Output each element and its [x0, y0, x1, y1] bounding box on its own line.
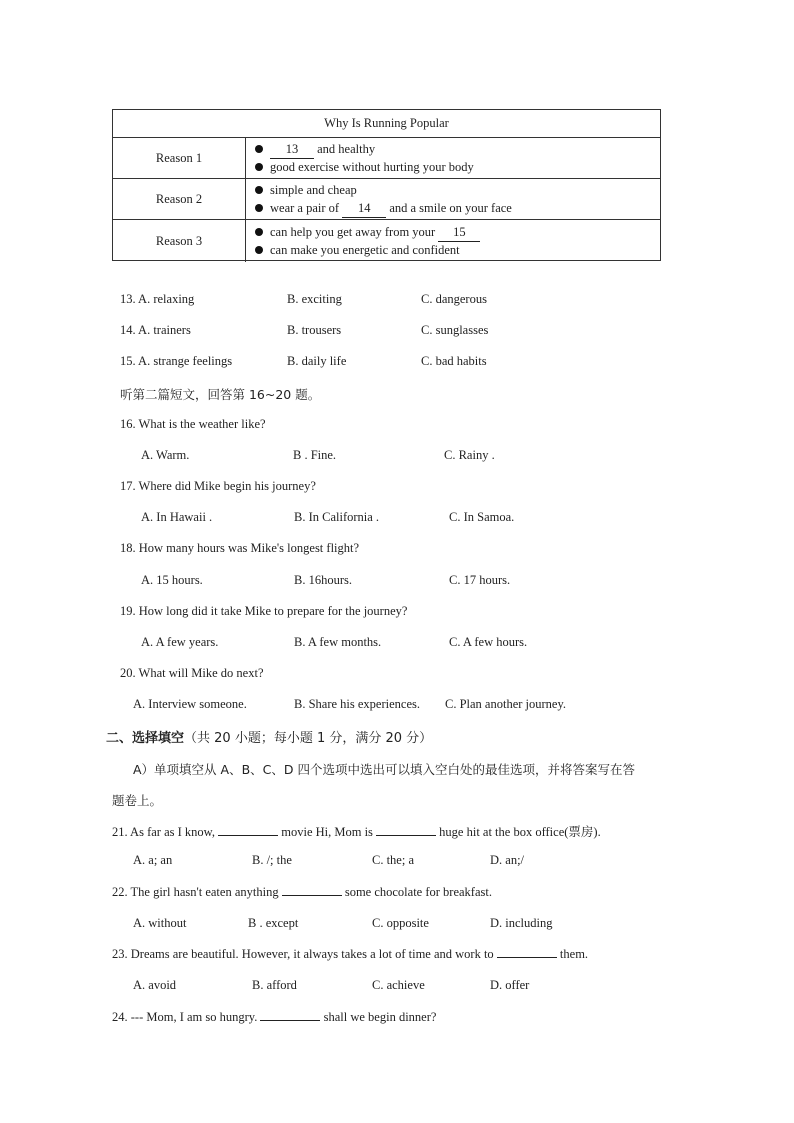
q24-blank: [260, 1020, 320, 1021]
bullet-text: can make you energetic and confident: [270, 243, 460, 257]
bullet-dot-icon: [255, 186, 263, 194]
row-bullets: [246, 179, 512, 219]
q16-option-a: A. Warm.: [141, 448, 190, 462]
q17-option-a: A. In Hawaii .: [141, 510, 213, 524]
q15-option-c: C. bad habits: [421, 354, 487, 368]
bullet-item: [255, 158, 474, 176]
q24-stem-part: 24. --- Mom, I am so hungry.: [112, 1010, 258, 1024]
q18-option-b: B. 16hours.: [294, 573, 352, 587]
q13-option-c: C. dangerous: [421, 292, 487, 306]
q21-option-d: D. an;/: [490, 853, 525, 867]
q15-option-b: B. daily life: [287, 354, 347, 368]
bullet-dot-icon: [255, 163, 263, 171]
q22-option-a: A. without: [133, 916, 187, 930]
table-title: Why Is Running Popular: [113, 110, 660, 138]
row-label: Reason 3: [113, 220, 246, 262]
q23-stem-part: 23. Dreams are beautiful. However, it always takes a lot of time and work to: [112, 947, 494, 961]
q14-option-a: 14. A. trainers: [120, 323, 191, 337]
q22-option-b: B . except: [248, 916, 299, 930]
table-row: [113, 138, 660, 179]
q17-option-c: C. In Samoa.: [449, 510, 515, 524]
blank-15: 15: [438, 223, 480, 242]
q24-stem-part: shall we begin dinner?: [323, 1010, 437, 1024]
bullet-text: can help you get away from your: [270, 225, 436, 239]
q13-option-a: 13. A. relaxing: [120, 292, 195, 306]
q21-stem-part: 21. As far as I know,: [112, 825, 215, 839]
q21-stem-part: huge hit at the box office(票房).: [439, 825, 601, 839]
q22-stem-part: 22. The girl hasn't eaten anything: [112, 885, 279, 899]
q21-blank: [376, 835, 436, 836]
row-label: Reason 2: [113, 179, 246, 219]
q21-blank: [218, 835, 278, 836]
bullet-text: and a smile on your face: [389, 201, 512, 215]
q16-stem: 16. What is the weather like?: [120, 417, 266, 431]
q18-stem: 18. How many hours was Mike's longest flight?: [120, 541, 360, 555]
q21-stem: [112, 822, 601, 840]
row-bullets: [246, 138, 474, 178]
bullet-dot-icon: [255, 145, 263, 153]
table-row: [113, 220, 660, 262]
q21-option-b: B. /; the: [252, 853, 292, 867]
q21-option-a: A. a; an: [133, 853, 173, 867]
q22-stem-part: some chocolate for breakfast.: [344, 885, 492, 899]
q21-option-c: C. the; a: [372, 853, 415, 867]
q22-option-d: D. including: [490, 916, 553, 930]
q20-stem: 20. What will Mike do next?: [120, 666, 264, 680]
q19-option-c: C. A few hours.: [449, 635, 528, 649]
q20-option-b: B. Share his experiences.: [294, 697, 421, 711]
blank-13: 13: [270, 140, 314, 159]
q22-blank: [282, 895, 342, 896]
q23-option-d: D. offer: [490, 978, 530, 992]
bullet-dot-icon: [255, 228, 263, 236]
table-row: [113, 179, 660, 220]
q14-option-c: C. sunglasses: [421, 323, 489, 337]
bullet-item: [255, 199, 512, 217]
q22-option-c: C. opposite: [372, 916, 429, 930]
bullet-item: [255, 223, 480, 241]
q15-option-a: 15. A. strange feelings: [120, 354, 233, 368]
section2-instruction-line2: 题卷上。: [112, 793, 163, 808]
q18-option-a: A. 15 hours.: [141, 573, 203, 587]
section2-heading: [106, 727, 432, 746]
bullet-item: [255, 140, 474, 158]
q23-option-b: B. afford: [252, 978, 297, 992]
section2-title: 二、选择填空: [106, 731, 185, 746]
q20-option-c: C. Plan another journey.: [445, 697, 567, 711]
bullet-text: and healthy: [317, 142, 376, 156]
q19-option-a: A. A few years.: [141, 635, 219, 649]
q19-stem: 19. How long did it take Mike to prepare for the journey?: [120, 604, 408, 618]
q23-option-a: A. avoid: [133, 978, 177, 992]
q18-option-c: C. 17 hours.: [449, 573, 511, 587]
q17-stem: 17. Where did Mike begin his journey?: [120, 479, 316, 493]
section2-instruction-line1: A）单项填空从 A、B、C、D 四个选项中选出可以填入空白处的最佳选项，并将答案写在答: [133, 762, 635, 777]
q17-option-b: B. In California .: [294, 510, 380, 524]
bullet-text: simple and cheap: [270, 183, 357, 197]
row-label: Reason 1: [113, 138, 246, 178]
q16-option-c: C. Rainy .: [444, 448, 495, 462]
q21-stem-part: movie Hi, Mom is: [281, 825, 373, 839]
q23-stem: [112, 947, 588, 962]
reasons-table: [112, 109, 661, 261]
q14-option-b: B. trousers: [287, 323, 342, 337]
q23-blank: [497, 957, 557, 958]
bullet-dot-icon: [255, 204, 263, 212]
bullet-text: wear a pair of: [270, 201, 340, 215]
passage2-instruction: 听第二篇短文，回答第 16~20 题。: [120, 387, 321, 402]
q22-stem: [112, 885, 492, 900]
q23-stem-part: them.: [559, 947, 589, 961]
bullet-dot-icon: [255, 246, 263, 254]
q20-option-a: A. Interview someone.: [133, 697, 247, 711]
q24-stem: [112, 1010, 436, 1025]
q19-option-b: B. A few months.: [294, 635, 382, 649]
blank-14: 14: [342, 199, 386, 218]
bullet-item: [255, 241, 480, 259]
section2-note: （共 20 小题；每小题 1 分，满分 20 分）: [184, 731, 433, 746]
bullet-text: good exercise without hurting your body: [270, 160, 474, 174]
row-bullets: [246, 220, 480, 262]
q13-option-b: B. exciting: [287, 292, 342, 306]
bullet-item: [255, 181, 512, 199]
q16-option-b: B . Fine.: [293, 448, 337, 462]
q23-option-c: C. achieve: [372, 978, 425, 992]
